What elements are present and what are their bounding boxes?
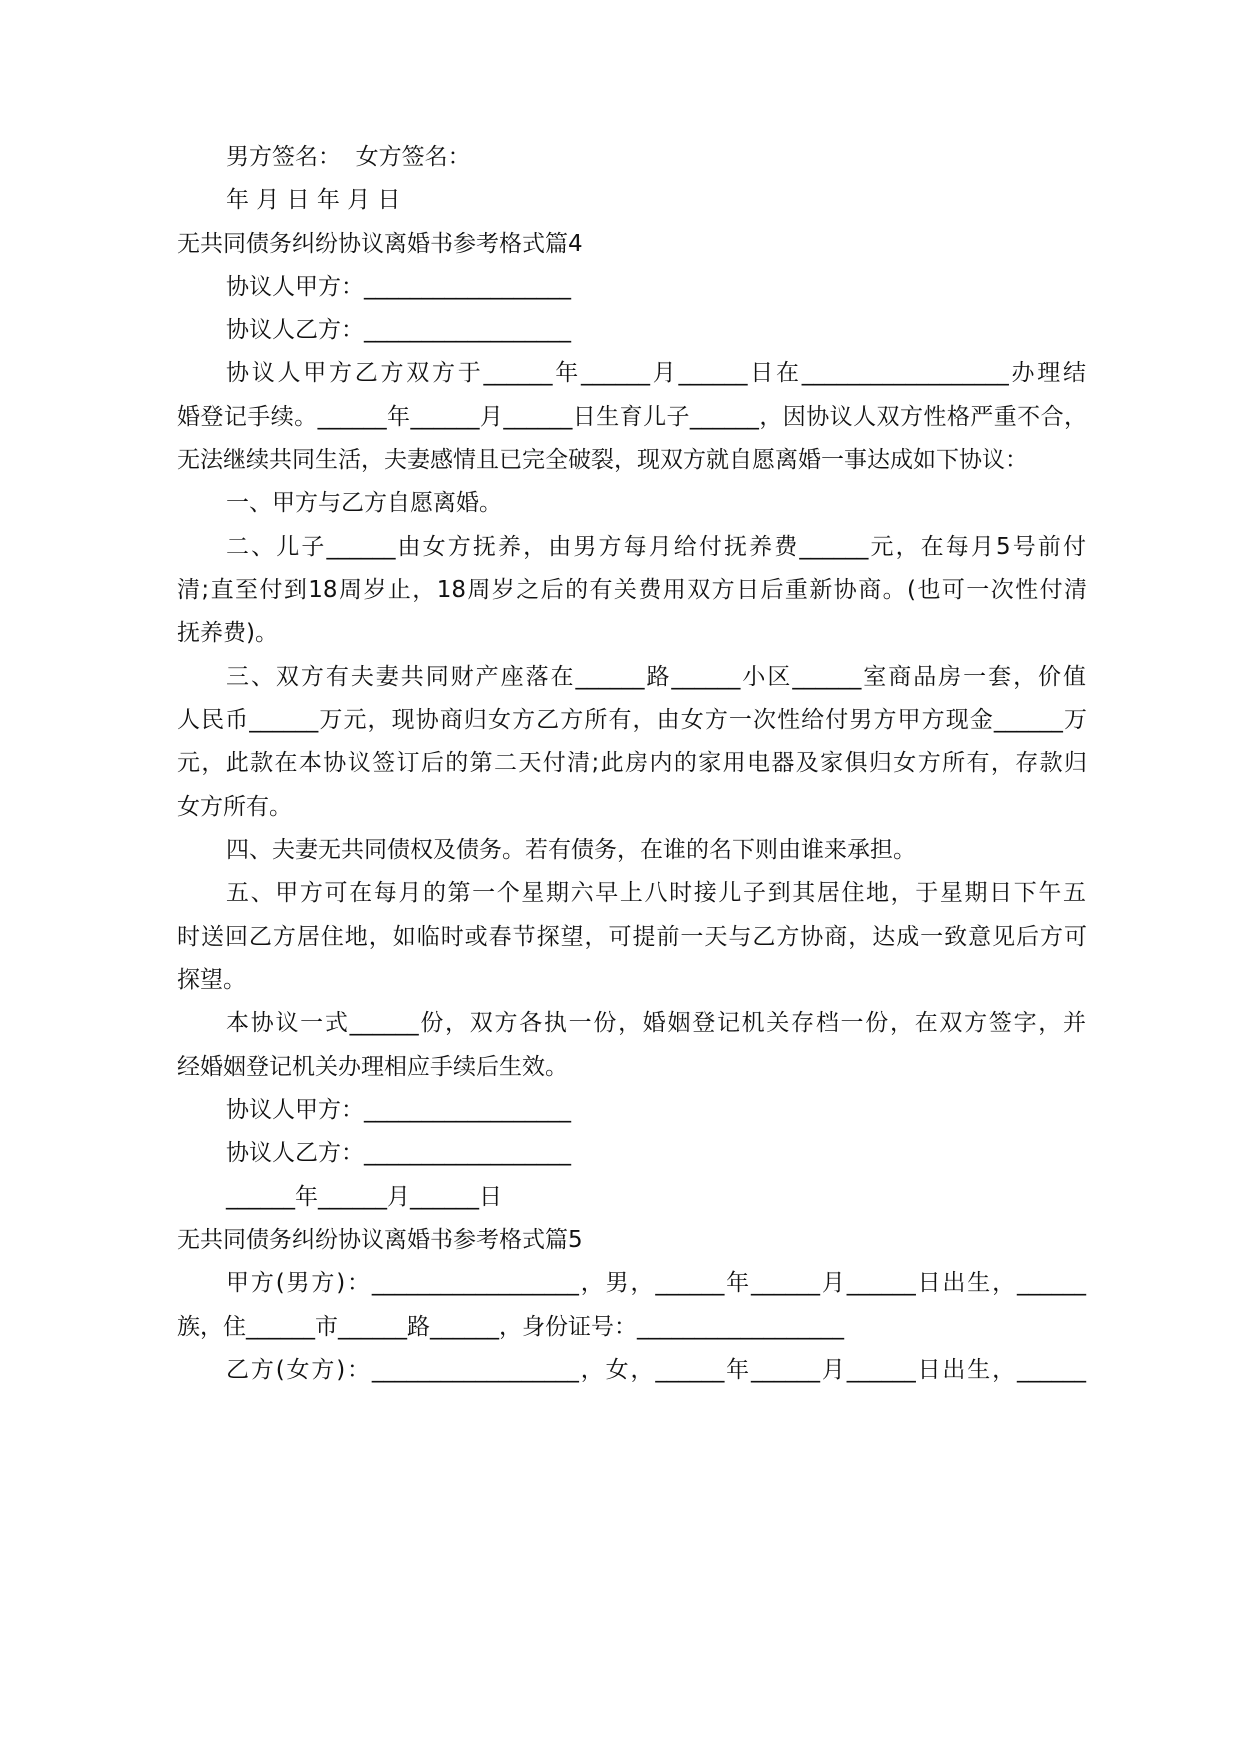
- section4-clause1: 一、甲方与乙方自愿离婚。: [226, 490, 502, 516]
- section4-intro-line: 无法继续共同生活，夫妻感情且已完全破裂，现双方就自愿离婚一事达成如下协议：: [177, 447, 1028, 473]
- section5-party-a-line: 族，住______市______路______，身份证号：__________________: [177, 1314, 844, 1340]
- section4-title: 无共同债务纠纷协议离婚书参考格式篇4: [177, 231, 583, 257]
- section4-party-b: 协议人乙方：__________________: [226, 317, 571, 343]
- signature-date-line: 年 月 日 年 月 日: [226, 187, 401, 213]
- section4-copies-line: 经婚姻登记机关办理相应手续后生效。: [177, 1054, 568, 1080]
- section5-party-b: 乙方(女方)：__________________，女，______年______月______日出生，______: [226, 1357, 1086, 1383]
- section4-copies-line: 本协议一式______份，双方各执一份，婚姻登记机关存档一份，在双方签字，并: [226, 1010, 1086, 1036]
- section4-clause3-line: 元，此款在本协议签订后的第二天付清;此房内的家用电器及家俱归女方所有，存款归: [177, 750, 1087, 776]
- section4-intro-line: 婚登记手续。______年______月______日生育儿子______，因协议人双方性格严重不合，: [177, 404, 1087, 430]
- section5-title: 无共同债务纠纷协议离婚书参考格式篇5: [177, 1227, 583, 1253]
- section4-clause2-line: 二、儿子______由女方抚养，由男方每月给付抚养费______元，在每月5号前付: [226, 534, 1086, 560]
- section4-party-a: 协议人甲方：__________________: [226, 274, 571, 300]
- section4-intro-line: 协议人甲方乙方双方于______年______月______日在__________________办理结: [226, 360, 1086, 386]
- section4-sign-b: 协议人乙方：__________________: [226, 1140, 571, 1166]
- section4-clause4: 四、夫妻无共同债权及债务。若有债务，在谁的名下则由谁来承担。: [226, 837, 916, 863]
- signature-line: 男方签名： 女方签名：: [226, 144, 471, 170]
- section4-clause5-line: 探望。: [177, 967, 246, 993]
- section4-clause3-line: 人民币______万元，现协商归女方乙方所有，由女方一次性给付男方甲方现金______万: [177, 707, 1087, 733]
- section4-clause2-line: 清;直至付到18周岁止，18周岁之后的有关费用双方日后重新协商。(也可一次性付清: [177, 577, 1087, 603]
- section4-clause2-line: 抚养费)。: [177, 620, 278, 646]
- section4-clause5-line: 时送回乙方居住地，如临时或春节探望，可提前一天与乙方协商，达成一致意见后方可: [177, 924, 1087, 950]
- section4-sign-date: ______年______月______日: [226, 1184, 502, 1210]
- section4-clause5-line: 五、甲方可在每月的第一个星期六早上八时接儿子到其居住地，于星期日下午五: [226, 880, 1086, 906]
- section5-party-a-line: 甲方(男方)：__________________，男，______年______月______日出生，______: [226, 1270, 1086, 1296]
- section4-sign-a: 协议人甲方：__________________: [226, 1097, 571, 1123]
- section4-clause3-line: 三、双方有夫妻共同财产座落在______路______小区______室商品房一套，价值: [226, 664, 1086, 690]
- section4-clause3-line: 女方所有。: [177, 794, 292, 820]
